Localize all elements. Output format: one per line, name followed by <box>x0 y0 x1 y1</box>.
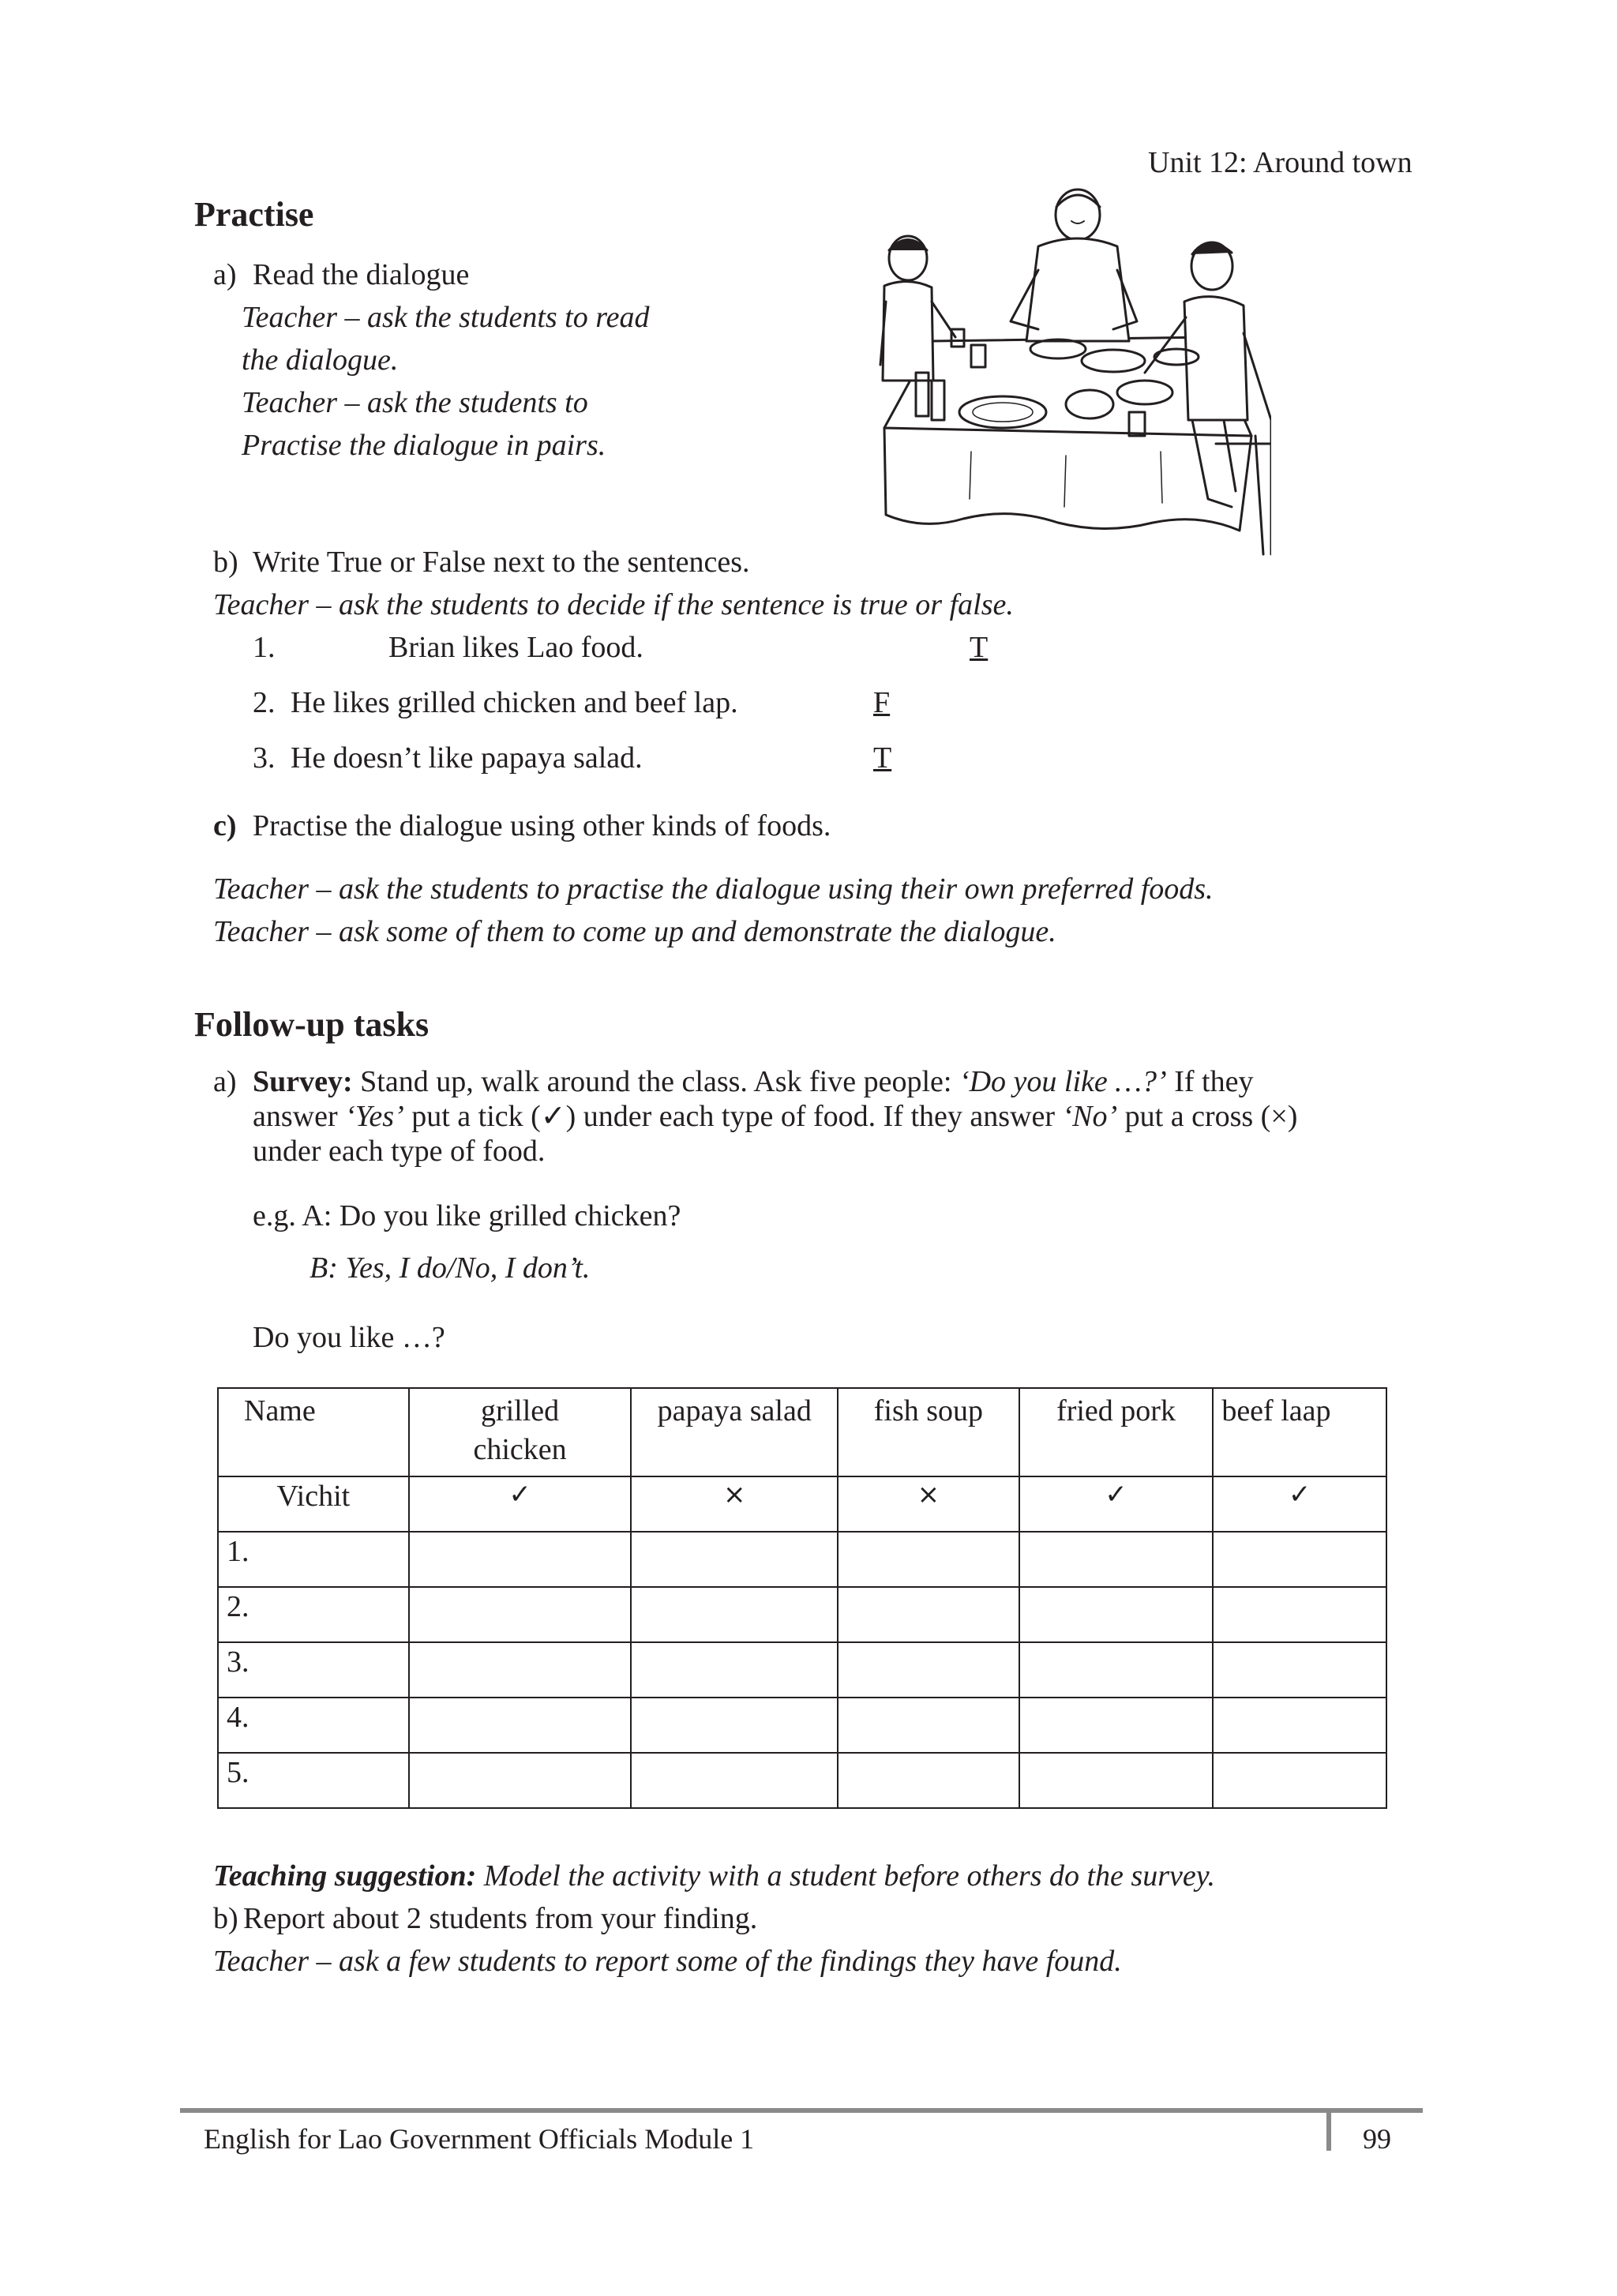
no-quote: ‘No’ <box>1062 1100 1118 1133</box>
instruction-text: answer <box>253 1100 346 1133</box>
table-row <box>218 1587 1386 1642</box>
table-row <box>218 1476 1386 1532</box>
empty-cell[interactable] <box>838 1753 1019 1808</box>
example-name-cell: Vichit <box>218 1476 409 1532</box>
empty-cell[interactable] <box>838 1587 1019 1642</box>
teacher-note: Teacher – ask the students to practise the dialogue using their own preferred foods. <box>213 872 1214 906</box>
followup-b-label: b) <box>213 1902 238 1935</box>
teacher-note: Teacher – ask the students to read <box>242 301 650 334</box>
sentence-answer: F <box>873 686 891 719</box>
table-row <box>218 1532 1386 1587</box>
header-beef-laap: beef laap <box>1213 1388 1386 1476</box>
row-number-cell: 3. <box>218 1642 409 1698</box>
practise-heading: Practise <box>194 195 314 234</box>
header-name <box>218 1388 409 1476</box>
example-b: B: Yes, I do/No, I don’t. <box>310 1251 591 1285</box>
footer-rule <box>180 2108 1423 2113</box>
survey-label: Survey: <box>253 1065 353 1098</box>
sentence-answer: T <box>873 741 892 775</box>
table-row <box>218 1642 1386 1698</box>
practise-b-text: Write True or False next to the sentences. <box>253 546 750 579</box>
unit-title: Unit 12: Around town <box>1148 146 1413 179</box>
empty-cell[interactable] <box>1213 1698 1386 1753</box>
empty-cell[interactable] <box>631 1642 838 1698</box>
teaching-suggestion <box>213 1857 1215 1896</box>
cross-mark: × <box>631 1476 838 1532</box>
yes-quote: ‘Yes’ <box>345 1100 404 1133</box>
row-number-cell: 4. <box>218 1698 409 1753</box>
sentence-text: He doesn’t like papaya salad. <box>291 741 643 775</box>
sentence-number: 2. <box>253 686 276 719</box>
empty-cell[interactable] <box>838 1532 1019 1587</box>
row-number-cell: 1. <box>218 1532 409 1587</box>
practise-c-text: Practise the dialogue using other kinds of foods. <box>253 809 831 842</box>
do-you-like-prompt: Do you like …? <box>253 1321 445 1354</box>
footer-title: English for Lao Government Officials Module 1 <box>204 2123 755 2155</box>
tick-mark: ✓ <box>1019 1476 1214 1532</box>
empty-cell[interactable] <box>1019 1753 1214 1808</box>
teaching-suggestion-label: Teaching suggestion: <box>213 1859 477 1893</box>
header-papaya-salad: papaya salad <box>631 1388 838 1476</box>
followup-b-text: Report about 2 students from your finding. <box>243 1902 758 1935</box>
page-number: 99 <box>1363 2123 1391 2155</box>
empty-cell[interactable] <box>838 1642 1019 1698</box>
followup-heading: Follow-up tasks <box>194 1005 430 1044</box>
empty-cell[interactable] <box>1019 1698 1214 1753</box>
survey-instruction-line1 <box>253 1063 1253 1101</box>
sentence-number: 1. <box>253 631 276 664</box>
teacher-note: Teacher – ask some of them to come up and demonstrate the dialogue. <box>213 915 1056 948</box>
sentence-text: He likes grilled chicken and beef lap. <box>291 686 738 719</box>
empty-cell[interactable] <box>1019 1642 1214 1698</box>
empty-cell[interactable] <box>838 1698 1019 1753</box>
sentence-number: 3. <box>253 741 276 775</box>
empty-cell[interactable] <box>409 1698 632 1753</box>
example-a: e.g. A: Do you like grilled chicken? <box>253 1199 681 1232</box>
footer-divider <box>1326 2113 1331 2151</box>
practise-a-text: Read the dialogue <box>253 258 470 291</box>
survey-table <box>217 1387 1387 1809</box>
empty-cell[interactable] <box>1213 1587 1386 1642</box>
table-row <box>218 1753 1386 1808</box>
empty-cell[interactable] <box>409 1753 632 1808</box>
table-header-row <box>218 1388 1386 1476</box>
sentence-text: Brian likes Lao food. <box>388 631 643 664</box>
instruction-text: put a tick (✓) under each type of food. If they answer <box>403 1100 1063 1133</box>
empty-cell[interactable] <box>1213 1753 1386 1808</box>
teacher-note: Teacher – ask the students to <box>242 386 588 419</box>
row-number-cell: 2. <box>218 1587 409 1642</box>
survey-instruction-line2 <box>253 1097 1297 1136</box>
empty-cell[interactable] <box>1213 1532 1386 1587</box>
practise-c-label: c) <box>213 809 237 842</box>
followup-a-label: a) <box>213 1065 237 1098</box>
practise-b-label: b) <box>213 546 238 579</box>
header-fried-pork: fried pork <box>1019 1388 1214 1476</box>
header-label: Name <box>244 1394 316 1427</box>
header-grilled-chicken <box>409 1388 632 1476</box>
practise-a-label: a) <box>213 258 237 291</box>
table-row <box>218 1698 1386 1753</box>
row-number-cell: 5. <box>218 1753 409 1808</box>
sentence-answer: T <box>970 631 989 664</box>
survey-instruction-line3: under each type of food. <box>253 1135 546 1168</box>
empty-cell[interactable] <box>631 1698 838 1753</box>
cross-mark: × <box>838 1476 1019 1532</box>
empty-cell[interactable] <box>409 1587 632 1642</box>
instruction-text: Stand up, walk around the class. Ask five people: <box>360 1065 959 1098</box>
empty-cell[interactable] <box>631 1532 838 1587</box>
dinner-table-illustration <box>876 183 1271 562</box>
teacher-note: Practise the dialogue in pairs. <box>242 429 606 462</box>
header-fish-soup: fish soup <box>838 1388 1019 1476</box>
tick-mark: ✓ <box>1213 1476 1386 1532</box>
tick-mark: ✓ <box>409 1476 632 1532</box>
empty-cell[interactable] <box>1019 1532 1214 1587</box>
instruction-text: put a cross (×) <box>1117 1100 1298 1133</box>
empty-cell[interactable] <box>1213 1642 1386 1698</box>
empty-cell[interactable] <box>409 1532 632 1587</box>
teaching-suggestion-text: Model the activity with a student before others do the survey. <box>476 1859 1215 1893</box>
empty-cell[interactable] <box>631 1587 838 1642</box>
empty-cell[interactable] <box>631 1753 838 1808</box>
empty-cell[interactable] <box>1019 1587 1214 1642</box>
teacher-note: Teacher – ask the students to decide if the sentence is true or false. <box>213 588 1014 621</box>
teacher-note: the dialogue. <box>242 343 399 377</box>
empty-cell[interactable] <box>409 1642 632 1698</box>
header-label: grilled chicken <box>473 1394 567 1467</box>
instruction-text: If they <box>1166 1065 1254 1098</box>
teacher-note: Teacher – ask a few students to report some of the findings they have found. <box>213 1945 1122 1978</box>
question-quote: ‘Do you like …?’ <box>959 1065 1167 1098</box>
